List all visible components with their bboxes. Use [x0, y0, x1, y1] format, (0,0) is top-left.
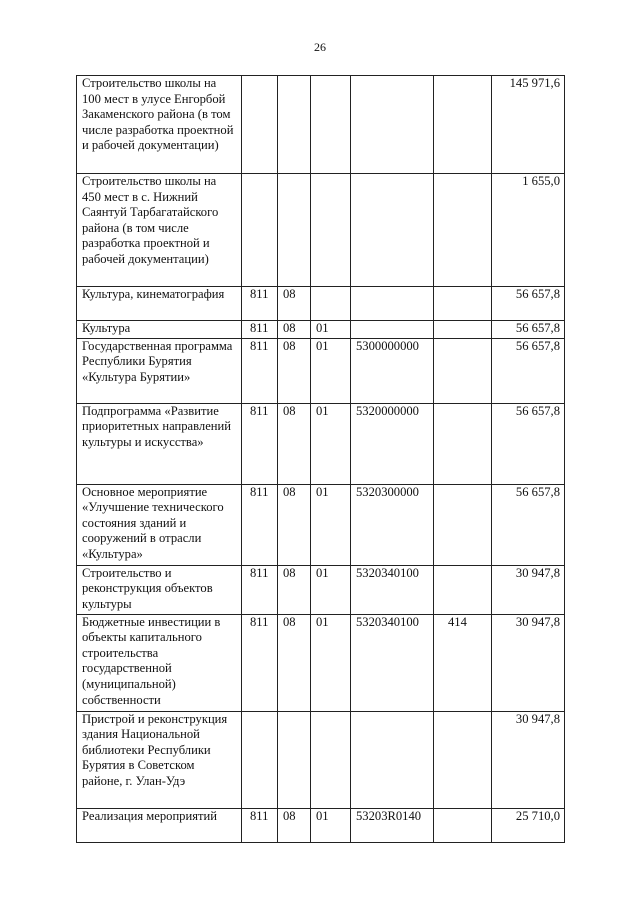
row-pr: 01	[311, 614, 351, 711]
table-row	[77, 174, 565, 287]
row-name: Строительство школы на 100 мест в улусе Енгорбой Закаменского района (в том числе разработка проектной и рабочей документации)	[77, 76, 242, 174]
row-csr	[351, 711, 434, 808]
row-name: Бюджетные инвестиции в объекты капитального строительства государственной (муниципальной) собственности	[77, 614, 242, 711]
row-csr	[351, 321, 434, 339]
row-csr: 53203R0140	[351, 808, 434, 842]
row-ved: 811	[242, 565, 278, 614]
row-name: Культура, кинематография	[77, 287, 242, 321]
page-number: 26	[314, 40, 326, 54]
row-csr	[351, 174, 434, 287]
budget-table-body	[77, 76, 565, 843]
row-sum: 30 947,8	[492, 711, 565, 808]
row-pr	[311, 76, 351, 174]
row-vr	[434, 76, 492, 174]
table-row	[77, 76, 565, 174]
row-csr: 5320340100	[351, 614, 434, 711]
row-csr	[351, 76, 434, 174]
row-pr	[311, 711, 351, 808]
row-rz: 08	[278, 287, 311, 321]
row-name: Строительство и реконструкция объектов культуры	[77, 565, 242, 614]
row-ved	[242, 174, 278, 287]
table-row	[77, 565, 565, 614]
row-ved	[242, 76, 278, 174]
row-rz: 08	[278, 614, 311, 711]
table-row	[77, 403, 565, 484]
row-name: Подпрограмма «Развитие приоритетных направлений культуры и искусства»	[77, 403, 242, 484]
row-rz: 08	[278, 338, 311, 403]
row-vr	[434, 321, 492, 339]
row-sum: 56 657,8	[492, 484, 565, 565]
budget-table	[76, 75, 565, 843]
row-sum: 30 947,8	[492, 614, 565, 711]
row-vr	[434, 174, 492, 287]
row-pr	[311, 174, 351, 287]
row-pr: 01	[311, 338, 351, 403]
row-vr	[434, 808, 492, 842]
row-ved: 811	[242, 484, 278, 565]
row-ved: 811	[242, 321, 278, 339]
row-name: Государственная программа Республики Бурятия «Культура Бурятии»	[77, 338, 242, 403]
row-vr	[434, 287, 492, 321]
row-name: Пристрой и реконструкция здания Национальной библиотеки Республики Бурятия в Советском районе, г. Улан-Удэ	[77, 711, 242, 808]
row-ved	[242, 711, 278, 808]
row-pr: 01	[311, 321, 351, 339]
row-csr: 5320340100	[351, 565, 434, 614]
row-name: Культура	[77, 321, 242, 339]
table-row	[77, 614, 565, 711]
row-vr	[434, 711, 492, 808]
row-pr: 01	[311, 484, 351, 565]
row-vr	[434, 484, 492, 565]
row-rz: 08	[278, 808, 311, 842]
row-vr	[434, 403, 492, 484]
row-vr	[434, 565, 492, 614]
row-sum: 30 947,8	[492, 565, 565, 614]
row-name: Реализация мероприятий	[77, 808, 242, 842]
row-vr: 414	[434, 614, 492, 711]
row-csr: 5320300000	[351, 484, 434, 565]
row-name: Основное мероприятие «Улучшение технического состояния зданий и сооружений в отрасли «Культура»	[77, 484, 242, 565]
row-sum: 145 971,6	[492, 76, 565, 174]
table-row	[77, 484, 565, 565]
row-pr: 01	[311, 565, 351, 614]
table-row	[77, 321, 565, 339]
row-sum: 1 655,0	[492, 174, 565, 287]
row-rz: 08	[278, 565, 311, 614]
row-csr: 5300000000	[351, 338, 434, 403]
row-csr	[351, 287, 434, 321]
row-ved: 811	[242, 614, 278, 711]
row-vr	[434, 338, 492, 403]
row-ved: 811	[242, 338, 278, 403]
table-row	[77, 287, 565, 321]
row-rz: 08	[278, 484, 311, 565]
row-csr: 5320000000	[351, 403, 434, 484]
row-ved: 811	[242, 808, 278, 842]
row-sum: 56 657,8	[492, 338, 565, 403]
row-rz: 08	[278, 403, 311, 484]
row-pr: 01	[311, 403, 351, 484]
row-ved: 811	[242, 287, 278, 321]
row-rz: 08	[278, 321, 311, 339]
row-sum: 25 710,0	[492, 808, 565, 842]
row-sum: 56 657,8	[492, 287, 565, 321]
row-sum: 56 657,8	[492, 321, 565, 339]
table-row	[77, 338, 565, 403]
row-pr	[311, 287, 351, 321]
table-row	[77, 808, 565, 842]
row-rz	[278, 711, 311, 808]
row-name: Строительство школы на 450 мест в с. Нижний Саянтуй Тарбагатайского района (в том числе разработка проектной и рабочей документации)	[77, 174, 242, 287]
row-rz	[278, 76, 311, 174]
row-pr: 01	[311, 808, 351, 842]
table-row	[77, 711, 565, 808]
row-rz	[278, 174, 311, 287]
row-sum: 56 657,8	[492, 403, 565, 484]
row-ved: 811	[242, 403, 278, 484]
